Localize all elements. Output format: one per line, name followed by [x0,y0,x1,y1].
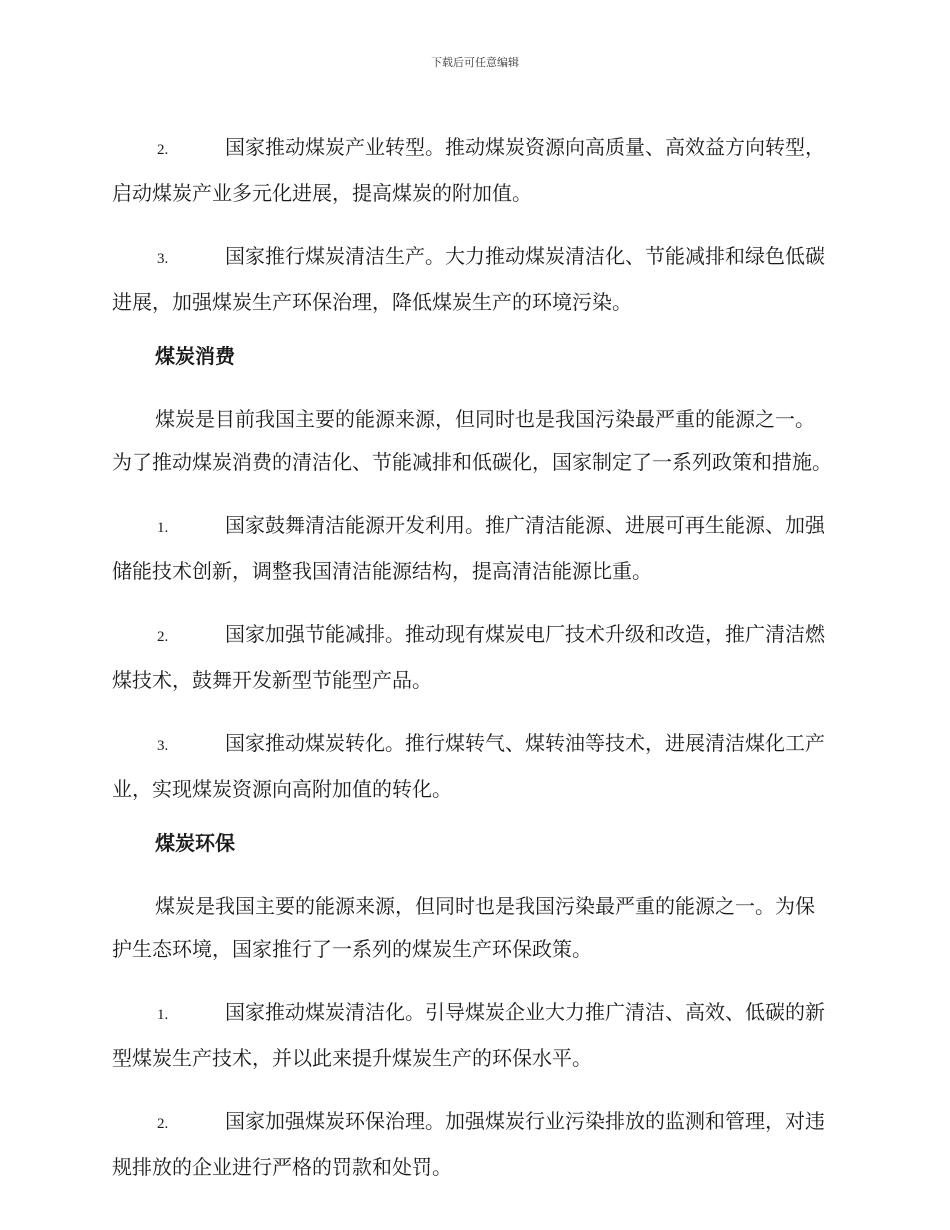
item-text: 国家鼓舞清洁能源开发利用。推广清洁能源、进展可再生能源、加强储能技术创新，调整我国清洁能源结构，提高清洁能源比重。 [112,513,825,583]
section-heading-consumption: 煤炭消费 [155,344,235,368]
item-number: 2. [157,1116,169,1132]
item-number: 3. [157,738,169,754]
item-number: 1. [157,1007,169,1023]
item-number: 3. [157,251,169,267]
item-number: 2. [157,629,169,645]
item-text: 国家推动煤炭转化。推行煤转气、煤转油等技术，进展清洁煤化工产业，实现煤炭资源向高附加值的转化。 [112,731,825,801]
item-number: 1. [157,520,169,536]
item-text: 国家加强煤炭环保治理。加强煤炭行业污染排放的监测和管理，对违规排放的企业进行严格的罚款和处罚。 [112,1109,825,1179]
list-item [112,1100,832,1189]
item-text: 国家推动煤炭清洁化。引导煤炭企业大力推广清洁、高效、低碳的新型煤炭生产技术，并以此来提升煤炭生产的环保水平。 [112,1000,825,1070]
list-item [112,235,832,324]
item-number: 2. [157,142,169,158]
list-item [112,126,832,215]
header-note: 下载后可任意编辑 [431,56,519,69]
item-text: 国家推动煤炭产业转型。推动煤炭资源向高质量、高效益方向转型，启动煤炭产业多元化进展，提高煤炭的附加值。 [112,135,825,205]
list-item [112,613,832,702]
item-text: 国家推行煤炭清洁生产。大力推动煤炭清洁化、节能减排和绿色低碳进展，加强煤炭生产环保治理，降低煤炭生产的环境污染。 [112,244,825,314]
section-paragraph: 煤炭是目前我国主要的能源来源，但同时也是我国污染最严重的能源之一。为了推动煤炭消费的清洁化、节能减排和低碳化，国家制定了一系列政策和措施。 [112,407,832,474]
list-item [112,504,832,593]
section-heading-environment: 煤炭环保 [155,831,235,855]
item-text: 国家加强节能减排。推动现有煤炭电厂技术升级和改造，推广清洁燃煤技术，鼓舞开发新型节能型产品。 [112,622,825,692]
section-paragraph: 煤炭是我国主要的能源来源，但同时也是我国污染最严重的能源之一。为保护生态环境，国家推行了一系列的煤炭生产环保政策。 [112,894,815,961]
document-body [112,106,832,1200]
list-item [112,991,832,1080]
list-item [112,722,832,811]
